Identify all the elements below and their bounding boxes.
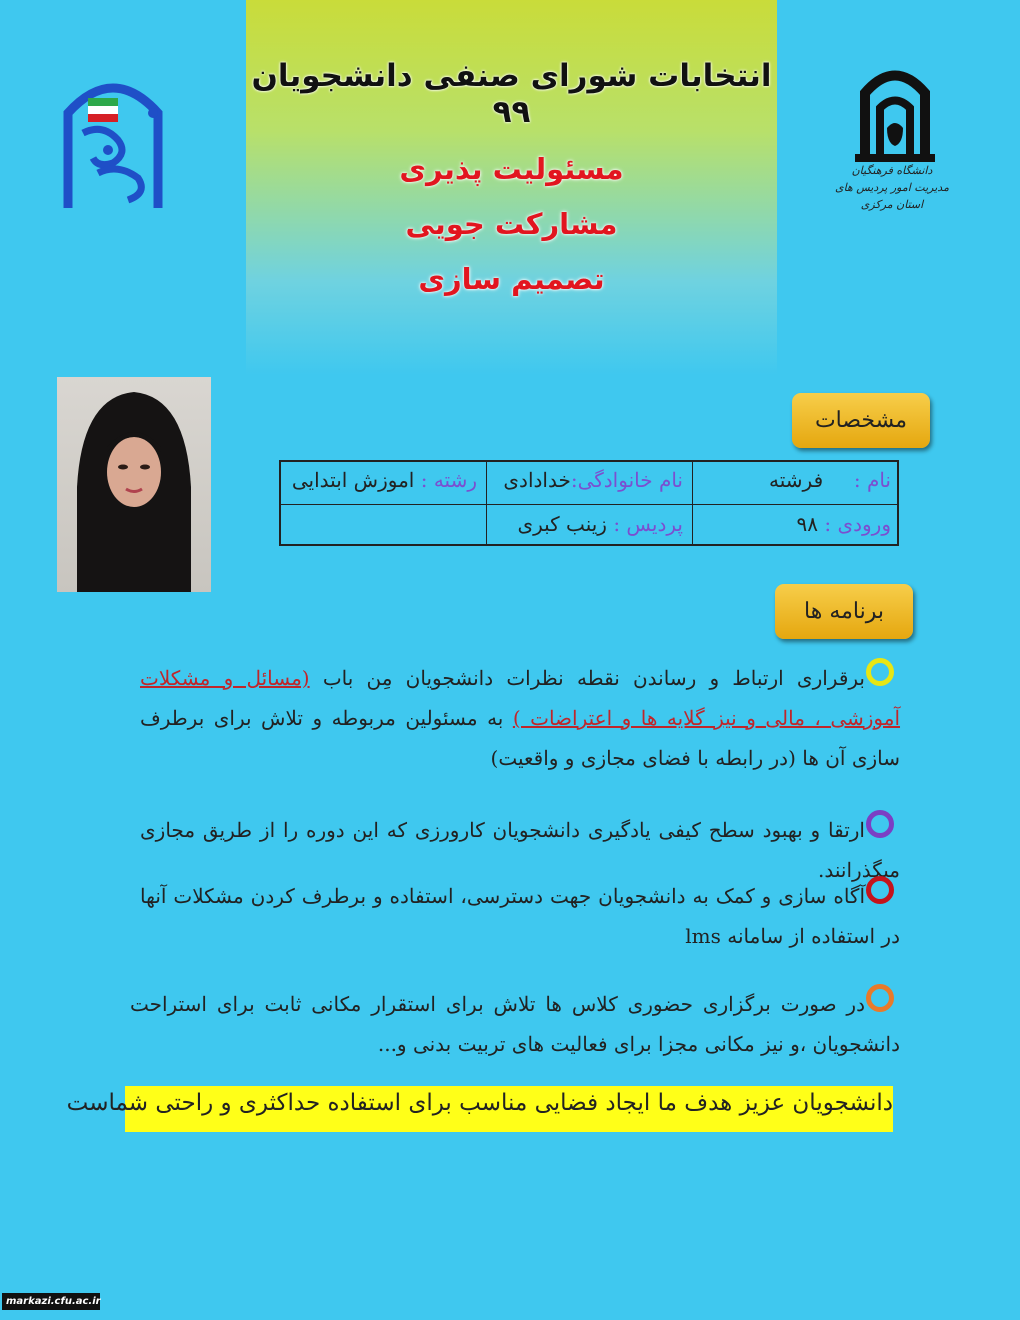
candidate-photo — [57, 377, 211, 592]
motto-1: مسئولیت پذیری — [399, 152, 624, 186]
page-title: انتخابات شورای صنفی دانشجویان ۹۹ — [251, 58, 772, 130]
university-unit: مدیریت امور پردیس های استان مرکزی — [835, 181, 949, 211]
program-item-4: در صورت برگزاری حضوری کلاس ها تلاش برای استقرار مکانی ثابت برای استراحت دانشجویان ،و نیز مکانی مجزا برای فعالیت های تربیت بدنی و... — [130, 992, 900, 1056]
field-value: اموزش ابتدایی — [291, 468, 415, 492]
motto-2: مشارکت جویی — [405, 207, 618, 241]
campus-cell — [517, 512, 683, 536]
campus-value: زینب کبری — [517, 512, 607, 536]
program-1-text-b: به مسئولین مربوطه و تلاش برای برطرف سازی آن ها (در رابطه با فضای مجازی و واقعیت) — [140, 706, 900, 770]
name-label: نام : — [853, 468, 891, 492]
program-item-2: ارتقا و بهبود سطح کیفی یادگیری دانشجویان کارورزی که این دوره را از طریق مجازی میگذرانند. — [140, 818, 900, 882]
entry-value: ۹۸ — [796, 512, 818, 536]
footer-message: دانشجویان عزیز هدف ما ایجاد فضایی مناسب برای استفاده حداکثری و راحتی شماست — [66, 1090, 893, 1116]
student-council-logo — [58, 68, 168, 213]
campus-label: پردیس : — [613, 512, 683, 536]
profile-section-label: مشخصات — [792, 393, 930, 448]
program-1-text-a: برقراری ارتباط و رساندن نقطه نظرات دانشجویان مِن باب — [309, 666, 865, 690]
header-banner — [246, 0, 777, 375]
program-1-highlight: (مسائل و مشکلات آموزشی ، مالی و نیز گلایه ها و اعتراضات ) — [140, 666, 901, 730]
entry-label: ورودی : — [824, 512, 891, 536]
university-caption — [822, 162, 962, 213]
site-url: markazi.cfu.ac.ir — [2, 1293, 100, 1310]
field-cell — [292, 468, 477, 492]
programs-section-label: برنامه ها — [775, 584, 913, 639]
program-item-1 — [140, 658, 900, 778]
university-name: دانشگاه فرهنگیان — [851, 164, 933, 177]
name-value: فرشته — [769, 468, 824, 492]
family-cell — [503, 468, 683, 492]
info-table — [279, 460, 899, 546]
family-label: نام خانوادگی: — [570, 468, 683, 492]
family-value: خدادادی — [503, 468, 571, 492]
name-cell — [769, 468, 891, 492]
program-item-3: آگاه سازی و کمک به دانشجویان جهت دسترسی، استفاده و برطرف کردن مشکلات آنها در استفاده از سامانه lms — [140, 884, 900, 948]
field-label: رشته : — [420, 468, 477, 492]
motto-3: تصمیم سازی — [418, 262, 605, 296]
entry-cell — [797, 512, 891, 536]
